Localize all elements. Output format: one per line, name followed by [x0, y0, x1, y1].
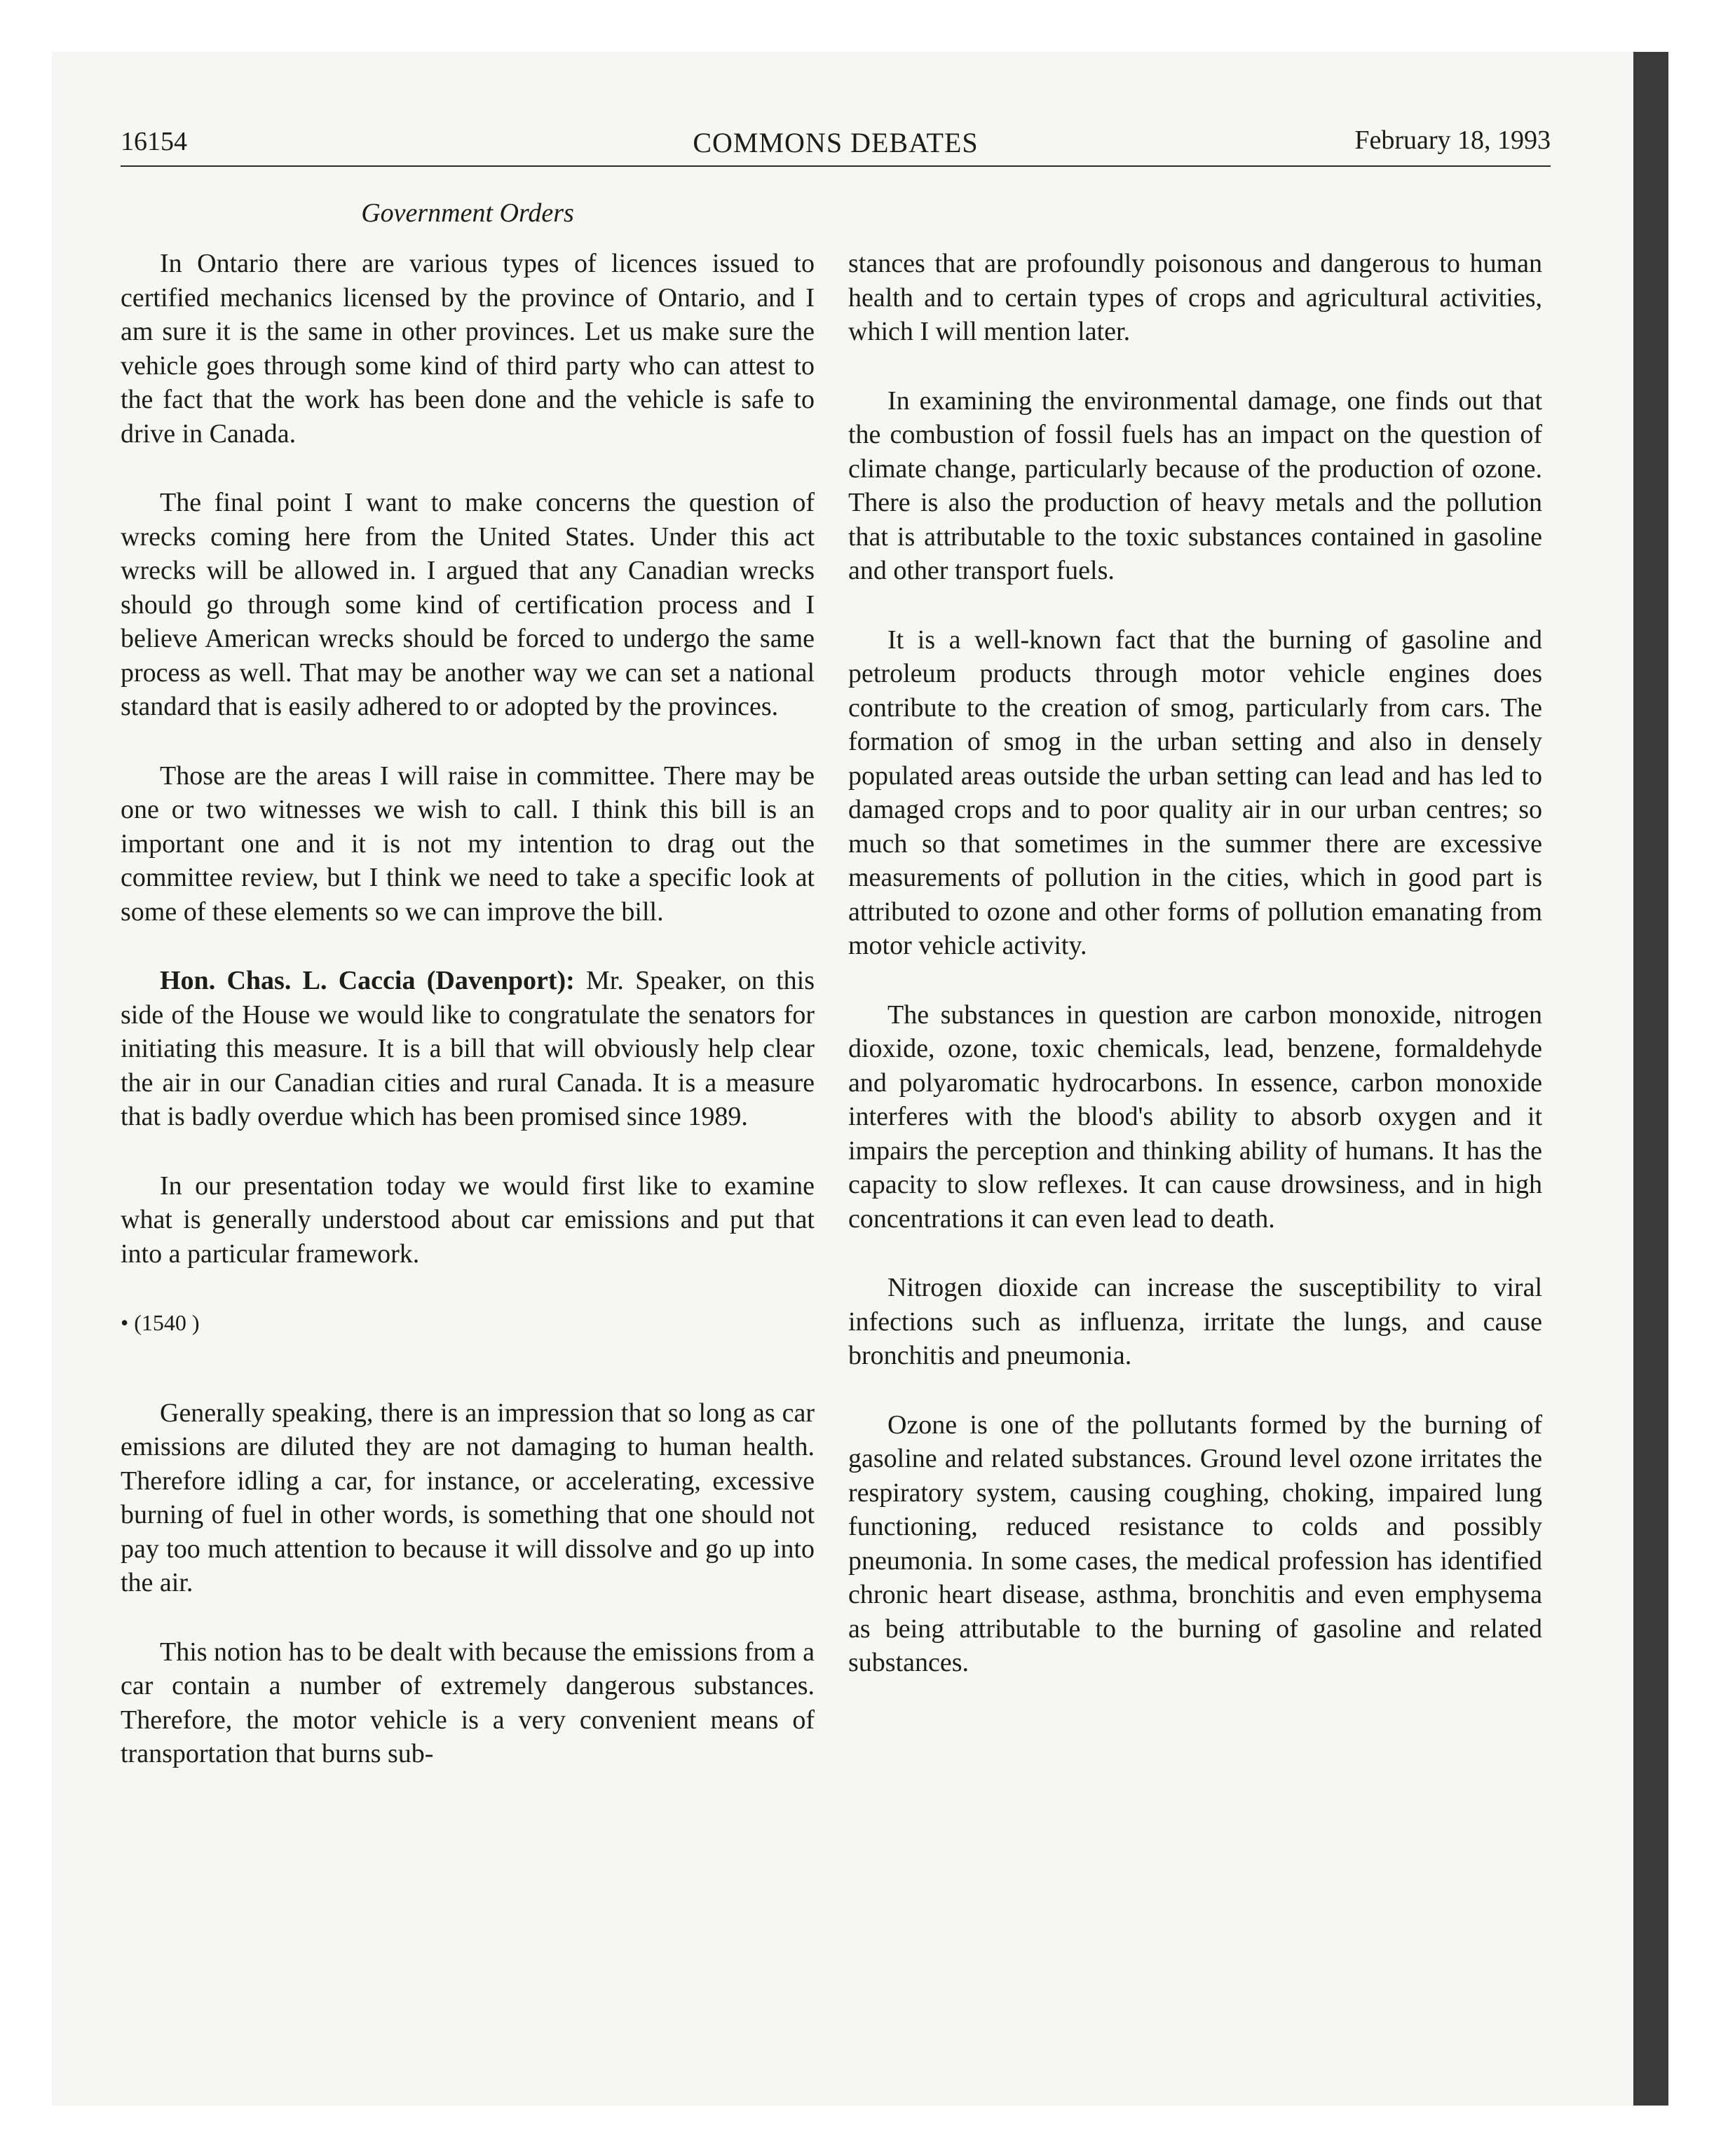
paragraph: Those are the areas I will raise in committee. There may be one or two witnesses we wish to call. I think this bill is an important one and it is not my intention to drag out the committee review, but I think we need to take a specific look at some of these elements so we can improve the bill. [121, 760, 815, 927]
paragraph: Nitrogen dioxide can increase the susceptibility to viral infections such as influenza, irritate the lungs, and cause bronchitis and pneumonia. [848, 1273, 1542, 1370]
paragraph: Ozone is one of the pollutants formed by the burning of gasoline and related substances. Ground level ozone irritates the respiratory system, causing coughing, choking, impaired lung functioning, reduced resistance to colds and possibly pneumonia. In some cases, the medical profession has identified chronic heart disease, asthma, bronchitis and even emphysema as being attributable to the burning of gasoline and related substances. [848, 1410, 1542, 1677]
paragraph: The substances in question are carbon monoxide, nitrogen dioxide, ozone, toxic chemicals, lead, benzene, formaldehyde and polyaromatic hydrocarbons. In essence, carbon monoxide interferes with the blood's ability to absorb oxygen and it impairs the perception and thinking ability of humans. It has the capacity to slow reflexes. It can cause drowsiness, and in high concentrations it can even lead to death. [848, 999, 1542, 1234]
paragraph: Generally speaking, there is an impression that so long as car emissions are diluted they are not damaging to human health. Therefore idling a car, for instance, or accelerating, excessive burning of fuel in other words, is something that one should not pay too much attention to because it will dissolve and go up into the air. [121, 1398, 815, 1597]
paragraph: It is a well-known fact that the burning of gasoline and petroleum products through motor vehicle engines does contribute to the creation of smog, particularly from cars. The formation of smog in the urban setting and also in densely populated areas outside the urban setting can lead and has led to damaged crops and to poor quality air in our urban centres; so much so that sometimes in the summer there are excessive measurements of pollution in the cities, which in good part is attributed to ozone and other forms of pollution emanating from motor vehicle activity. [848, 625, 1542, 960]
speaker-name: Hon. Chas. L. Caccia (Davenport): [160, 966, 575, 995]
paragraph: The final point I want to make concerns the question of wrecks coming here from the United States. Under this act wrecks will be allowed in. I argued that any Canadian wrecks should go through some kind of certification process and I believe American wrecks should be forced to undergo the same process as well. That may be another way we can set a national standard that is easily adhered to or adopted by the provinces. [121, 488, 815, 721]
time-marker: • (1540 ) [121, 1310, 200, 1335]
page-header [121, 119, 1551, 168]
paragraph: In our presentation today we would first like to examine what is generally understood about car emissions and put that into a particular framework. [121, 1171, 815, 1269]
page-number: 16154 [121, 127, 187, 156]
paragraph: stances that are profoundly poisonous and dangerous to human health and to certain types of crops and agricultural activities, which I will mention later. [848, 249, 1542, 346]
left-column [121, 247, 815, 1806]
header-rule [121, 165, 1551, 167]
section-title: Government Orders [361, 198, 574, 228]
paragraph: This notion has to be dealt with because the emissions from a car contain a number of extremely dangerous substances. Therefore, the motor vehicle is a very convenient means of transportation that burns sub- [121, 1637, 815, 1768]
right-column [848, 247, 1542, 1715]
publication-date: February 18, 1993 [1354, 125, 1551, 155]
speaker-text: Mr. Speaker, on this side of the House we would like to congratulate the senators for initiating this measure. It is a bill that will obviously help clear the air in our Canadian cities and rural Canada. It is a measure that is badly overdue which has been promised since 1989. [121, 966, 815, 1131]
scan-edge-shadow [1633, 52, 1668, 2106]
paragraph: In examining the environmental damage, one finds out that the combustion of fossil fuels has an impact on the question of climate change, particularly because of the production of ozone. There is also the production of heavy metals and the pollution that is attributable to the toxic substances contained in gasoline and other transport fuels. [848, 386, 1542, 585]
speaker-paragraph [121, 964, 815, 1134]
publication-title: COMMONS DEBATES [693, 127, 979, 158]
paragraph: In Ontario there are various types of licences issued to certified mechanics licensed by the province of Ontario, and I am sure it is the same in other provinces. Let us make sure the vehicle goes through some kind of third party who can attest to the fact that the work has been done and the vehicle is safe to drive in Canada. [121, 249, 815, 449]
